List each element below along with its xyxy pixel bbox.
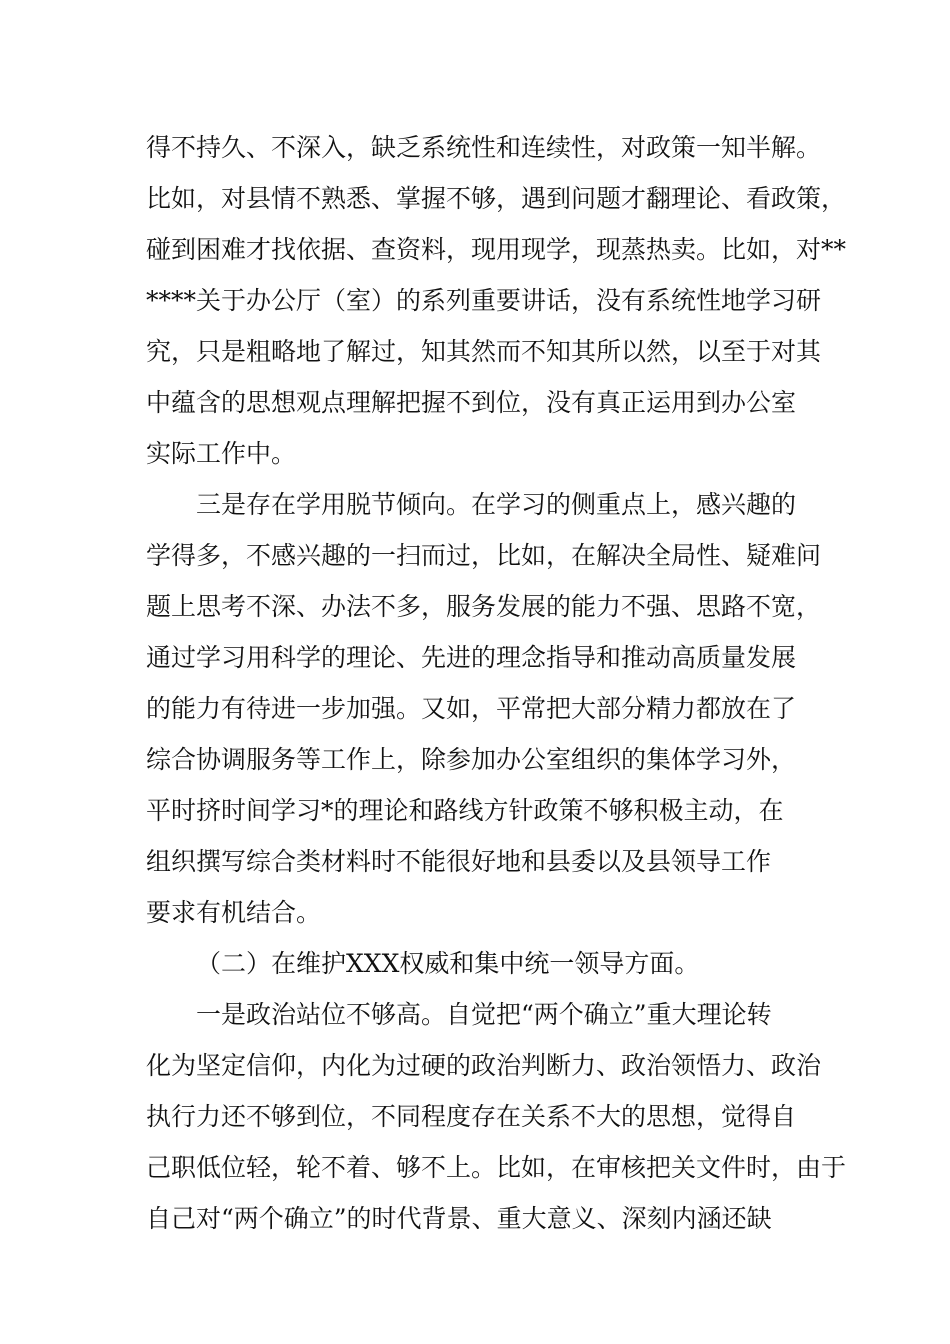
paragraph-line: 综合协调服务等工作上，除参加办公室组织的集体学习外， <box>146 745 797 774</box>
paragraph-line: 己职低位轻，轮不着、够不上。比如，在审核把关文件时，由于 <box>146 1153 847 1182</box>
paragraph-line: 究，只是粗略地了解过，知其然而不知其所以然，以至于对其 <box>146 337 822 366</box>
paragraph-line: 要求有机结合。 <box>146 898 322 927</box>
paragraph-line: 平时挤时间学习*的理论和路线方针政策不够积极主动，在 <box>146 796 784 825</box>
paragraph-line: 碰到困难才找依据、查资料，现用现学，现蒸热卖。比如，对** <box>146 235 847 264</box>
paragraph-line: 自己对“两个确立”的时代背景、重大意义、深刻内涵还缺 <box>146 1204 772 1233</box>
paragraph-line: 得不持久、不深入，缺乏系统性和连续性，对政策一知半解。 <box>146 133 822 162</box>
paragraph-line: 题上思考不深、办法不多，服务发展的能力不强、思路不宽， <box>146 592 822 621</box>
paragraph-line: 执行力还不够到位，不同程度存在关系不大的思想，觉得自 <box>146 1102 797 1131</box>
paragraph-line: 实际工作中。 <box>146 439 297 468</box>
paragraph-line: 化为坚定信仰，内化为过硬的政治判断力、政治领悟力、政治 <box>146 1051 822 1080</box>
paragraph-line: 一是政治站位不够高。自觉把“两个确立”重大理论转 <box>196 1000 772 1029</box>
section-heading: （二）在维护XXX权威和集中统一领导方面。 <box>196 949 700 978</box>
paragraph-line: 中蕴含的思想观点理解把握不到位，没有真正运用到办公室 <box>146 388 797 417</box>
paragraph-line: 学得多，不感兴趣的一扫而过，比如，在解决全局性、疑难问 <box>146 541 822 570</box>
paragraph-line: 比如，对县情不熟悉、掌握不够，遇到问题才翻理论、看政策， <box>146 184 847 213</box>
paragraph-line: 通过学习用科学的理论、先进的理念指导和推动高质量发展 <box>146 643 797 672</box>
paragraph-line: ****关于办公厅（室）的系列重要讲话，没有系统性地学习研 <box>146 286 822 315</box>
paragraph-line: 三是存在学用脱节倾向。在学习的侧重点上，感兴趣的 <box>196 490 797 519</box>
paragraph-line: 的能力有待进一步加强。又如，平常把大部分精力都放在了 <box>146 694 797 723</box>
paragraph-line: 组织撰写综合类材料时不能很好地和县委以及县领导工作 <box>146 847 772 876</box>
